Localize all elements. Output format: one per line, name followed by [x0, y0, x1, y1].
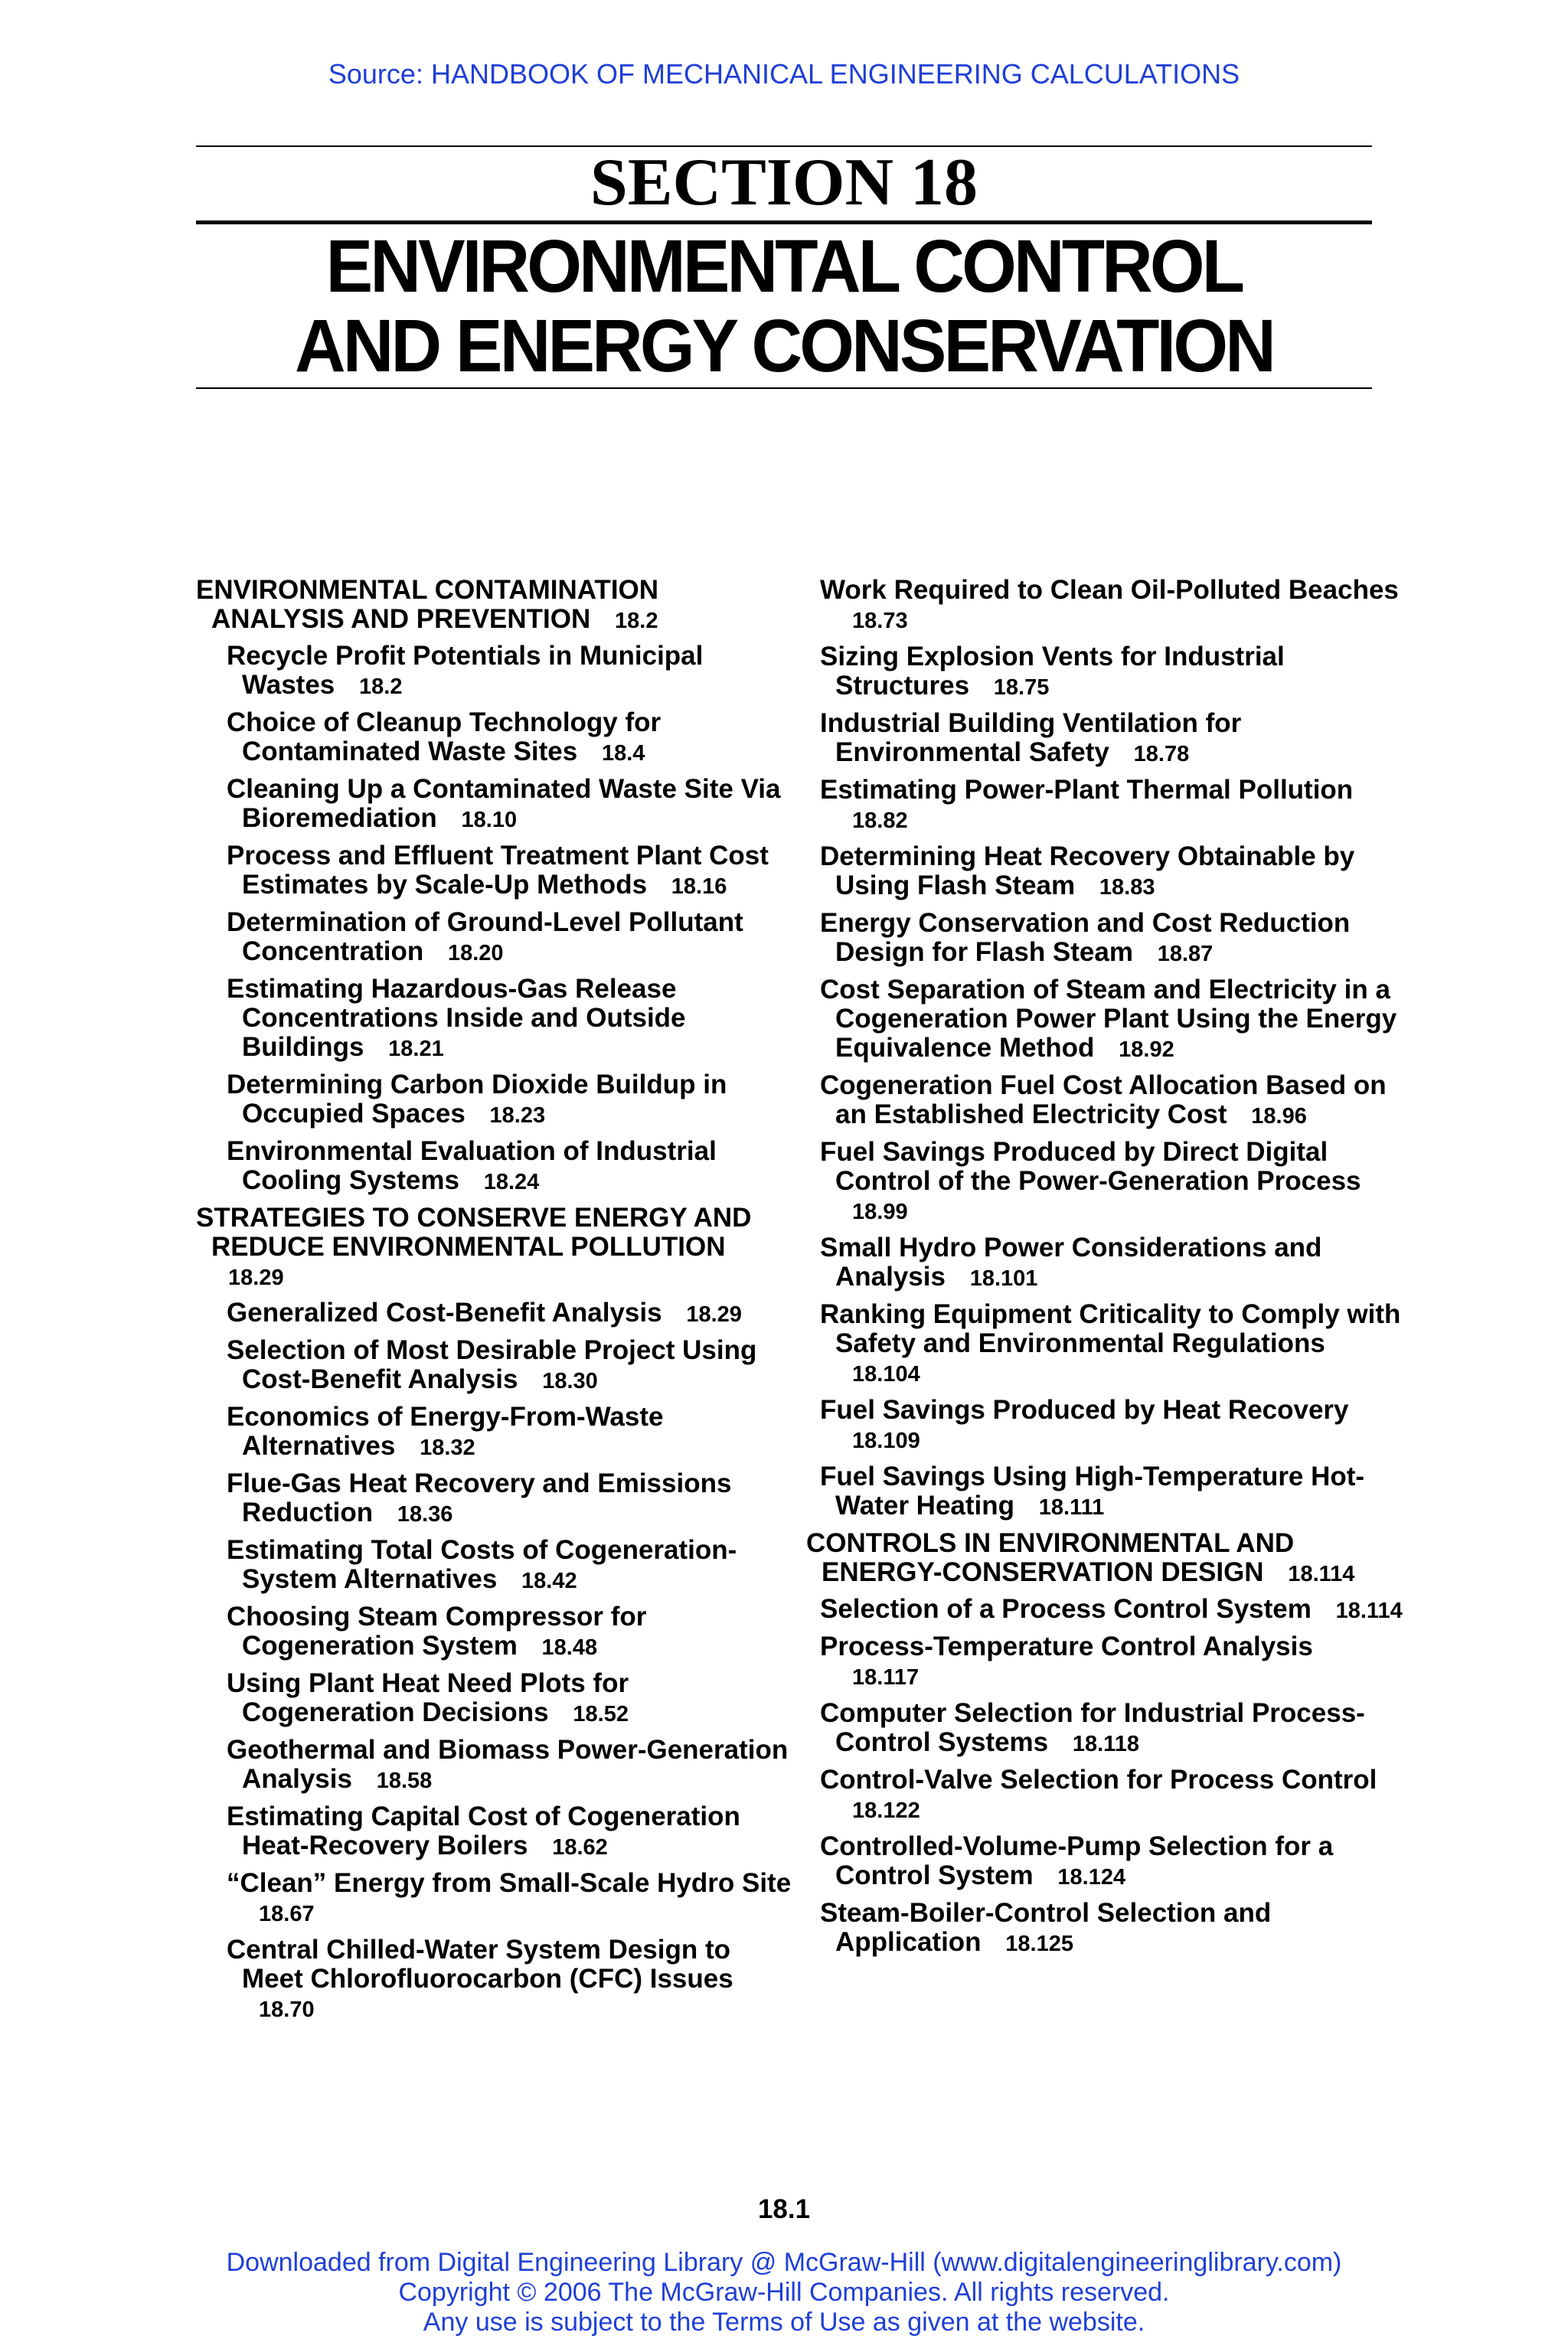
toc-entry[interactable]: [196, 975, 793, 1063]
toc-page-number: 18.16: [671, 874, 727, 899]
toc-entry-title: Using Plant Heat Need Plots for Cogeneration Decisions: [227, 1668, 629, 1727]
toc-page-number: 18.2: [359, 675, 403, 699]
toc-entry-title: Geothermal and Biomass Power-Generation Analysis: [227, 1735, 789, 1794]
toc-page-number: 18.48: [541, 1635, 598, 1660]
toc-entry[interactable]: [806, 1138, 1403, 1227]
toc-page-number: 18.87: [1157, 942, 1214, 966]
toc-page-number: 18.117: [852, 1665, 920, 1690]
toc-entry-title: Estimating Power-Plant Thermal Pollution: [820, 775, 1354, 805]
toc-entry[interactable]: [196, 1298, 793, 1329]
toc-entry[interactable]: [196, 841, 793, 901]
toc-page-number: 18.83: [1099, 875, 1155, 900]
toc-entry[interactable]: [806, 1462, 1403, 1522]
toc-entry[interactable]: [806, 1396, 1403, 1455]
toc-entry-title: Fuel Savings Using High-Temperature Hot-Water Heating: [820, 1462, 1365, 1521]
toc-entry[interactable]: [196, 1336, 793, 1396]
toc-entry-title: Controlled-Volume-Pump Selection for a Control System: [820, 1831, 1334, 1890]
toc-page-number: 18.96: [1251, 1104, 1307, 1129]
toc-section-heading[interactable]: [196, 576, 793, 635]
toc-entry[interactable]: [806, 1766, 1403, 1825]
toc-entry[interactable]: [196, 1602, 793, 1662]
toc-entry[interactable]: [806, 1071, 1403, 1131]
toc-entry-title: Process and Effluent Treatment Plant Cost Estimates by Scale-Up Methods: [227, 841, 769, 900]
toc-page-number: 18.62: [552, 1835, 608, 1860]
toc-entry[interactable]: [196, 1802, 793, 1862]
toc-entry-title: Sizing Explosion Vents for Industrial Structures: [820, 642, 1285, 701]
toc-page-number: 18.32: [420, 1436, 475, 1460]
toc-page-number: 18.30: [542, 1369, 598, 1393]
toc-page-number: 18.82: [852, 808, 908, 833]
toc-entry[interactable]: [806, 642, 1403, 702]
toc-entry[interactable]: [806, 1832, 1403, 1892]
toc-entry[interactable]: [806, 1699, 1403, 1759]
toc-entry-title: Economics of Energy-From-Waste Alternatives: [227, 1402, 664, 1461]
toc-entry[interactable]: [196, 708, 793, 768]
toc-page-number: 18.70: [259, 1998, 315, 2022]
toc-entry-title: Flue-Gas Heat Recovery and Emissions Reduction: [227, 1468, 732, 1527]
toc-page-number: 18.109: [852, 1429, 920, 1453]
toc-entry-title: Computer Selection for Industrial Process-Control Systems: [820, 1698, 1365, 1757]
page-number: 18.1: [757, 2194, 811, 2224]
toc-entry-title: Cost Separation of Steam and Electricity in a Cogeneration Power Plant Using the Energy Equivalence Method: [820, 975, 1397, 1063]
toc-entry[interactable]: [196, 1536, 793, 1596]
toc-entry-title: Estimating Hazardous-Gas Release Concentrations Inside and Outside Buildings: [227, 974, 686, 1062]
toc-page-number: 18.42: [521, 1569, 577, 1593]
toc-page-number: 18.114: [1335, 1599, 1403, 1623]
toc-page-number: 18.4: [601, 741, 645, 766]
toc-page-number: 18.118: [1072, 1732, 1139, 1756]
toc-page-number: 18.29: [686, 1302, 742, 1327]
toc-entry-title: Environmental Evaluation of Industrial Cooling Systems: [227, 1136, 717, 1195]
toc-entry-title: Control-Valve Selection for Process Control: [820, 1765, 1377, 1795]
toc-entry[interactable]: [196, 1869, 793, 1929]
toc-entry-title: Cleaning Up a Contaminated Waste Site Via Bioremediation: [227, 774, 781, 833]
toc-entry-title: Process-Temperature Control Analysis: [820, 1632, 1313, 1661]
toc-entry-title: Small Hydro Power Considerations and Analysis: [820, 1233, 1322, 1292]
toc-entry-title: Fuel Savings Produced by Heat Recovery: [820, 1395, 1349, 1425]
toc-page-number: 18.10: [461, 808, 518, 832]
toc-entry[interactable]: [196, 1936, 793, 2024]
toc-page-number: 18.75: [993, 675, 1050, 700]
toc-entry-title: Central Chilled-Water System Design to Meet Chlorofluorocarbon (CFC) Issues: [227, 1935, 733, 1994]
toc-page-number: 18.73: [852, 609, 908, 633]
toc-page-number: 18.20: [447, 941, 504, 965]
toc-page-number: 18.99: [852, 1200, 908, 1224]
toc-entry[interactable]: [196, 1137, 793, 1197]
toc-entry[interactable]: [196, 1403, 793, 1462]
toc-entry[interactable]: [806, 1233, 1403, 1293]
toc-entry[interactable]: [806, 576, 1403, 635]
toc-entry[interactable]: [196, 775, 793, 835]
toc-entry-title: STRATEGIES TO CONSERVE ENERGY AND REDUCE ENVIRONMENTAL POLLUTION: [196, 1203, 752, 1262]
toc-entry-title: Choosing Steam Compressor for Cogeneration System: [227, 1602, 647, 1661]
toc-entry-title: Choice of Cleanup Technology for Contaminated Waste Sites: [227, 707, 662, 766]
toc-entry-title: Steam-Boiler-Control Selection and Application: [820, 1898, 1272, 1957]
footer: [0, 2248, 1568, 2337]
toc-page-number: 18.52: [573, 1702, 629, 1726]
toc-entry-title: Cogeneration Fuel Cost Allocation Based on an Established Electricity Cost: [820, 1070, 1387, 1129]
toc-entry-title: Fuel Savings Produced by Direct Digital Control of the Power-Generation Process: [820, 1137, 1361, 1196]
toc-page-number: 18.2: [615, 609, 658, 633]
toc-entry-title: Estimating Capital Cost of Cogeneration Heat-Recovery Boilers: [227, 1802, 740, 1860]
toc-entry-title: ENVIRONMENTAL CONTAMINATION ANALYSIS AND PREVENTION: [196, 575, 659, 634]
toc-entry[interactable]: [196, 908, 793, 968]
toc-entry[interactable]: [806, 1595, 1403, 1625]
toc-entry-title: Recycle Profit Potentials in Municipal Wastes: [227, 641, 704, 700]
toc-entry[interactable]: [806, 1300, 1403, 1389]
toc-entry-title: Determining Carbon Dioxide Buildup in Occupied Spaces: [227, 1070, 727, 1129]
toc-page-number: 18.29: [228, 1266, 284, 1290]
section-title-line-1: ENVIRONMENTAL CONTROL: [325, 224, 1243, 308]
toc-entry[interactable]: [196, 1736, 793, 1795]
toc-entry[interactable]: [196, 1669, 793, 1729]
toc-page-number: 18.58: [376, 1769, 433, 1793]
toc-entry[interactable]: [806, 1899, 1403, 1958]
footer-terms-line[interactable]: Any use is subject to the Terms of Use as given at the website.: [423, 2308, 1145, 2337]
toc-entry[interactable]: [806, 909, 1403, 969]
toc-entry-title: Work Required to Clean Oil-Polluted Beaches: [820, 575, 1399, 605]
toc-page-number: 18.101: [969, 1266, 1038, 1291]
toc-entry-title: Estimating Total Costs of Cogeneration-System Alternatives: [227, 1535, 737, 1594]
toc-entry[interactable]: [196, 642, 793, 701]
toc-entry-title: Energy Conservation and Cost Reduction Design for Flash Steam: [820, 908, 1351, 967]
toc-entry[interactable]: [196, 1469, 793, 1529]
contents-left-column: [196, 576, 793, 2031]
toc-page-number: 18.111: [1038, 1495, 1105, 1520]
footer-download-line[interactable]: Downloaded from Digital Engineering Library @ McGraw-Hill (www.digitalengineeringlibrary.com): [226, 2248, 1342, 2277]
toc-entry-title: Industrial Building Ventilation for Environmental Safety: [820, 708, 1242, 767]
footer-copyright-line: Copyright © 2006 The McGraw-Hill Companies. All rights reserved.: [398, 2278, 1170, 2307]
toc-entry[interactable]: [806, 1632, 1403, 1692]
toc-entry-title: Selection of Most Desirable Project Using Cost-Benefit Analysis: [227, 1335, 757, 1394]
toc-page-number: 18.67: [259, 1902, 315, 1926]
toc-entry-title: Selection of a Process Control System: [820, 1594, 1312, 1624]
section-title: [225, 224, 1342, 387]
toc-entry-title: CONTROLS IN ENVIRONMENTAL AND ENERGY-CONSERVATION DESIGN: [806, 1528, 1295, 1587]
toc-entry[interactable]: [806, 842, 1403, 902]
bottom-rule: [196, 387, 1372, 389]
toc-entry[interactable]: [196, 1070, 793, 1130]
section-title-line-2: AND ENERGY CONSERVATION: [295, 304, 1273, 387]
toc-page-number: 18.124: [1057, 1865, 1126, 1890]
toc-entry-title: Determination of Ground-Level Pollutant Concentration: [227, 907, 743, 966]
toc-page-number: 18.122: [852, 1798, 920, 1823]
toc-entry[interactable]: [806, 709, 1403, 769]
contents-right-column: [806, 576, 1403, 1965]
section-label: SECTION 18: [590, 145, 978, 220]
toc-page-number: 18.23: [489, 1103, 546, 1128]
toc-entry[interactable]: [806, 776, 1403, 835]
toc-page-number: 18.92: [1119, 1037, 1174, 1062]
toc-page-number: 18.21: [388, 1037, 444, 1061]
toc-page-number: 18.114: [1288, 1562, 1355, 1586]
source-line: Source: HANDBOOK OF MECHANICAL ENGINEERING CALCULATIONS: [328, 58, 1240, 90]
toc-section-heading[interactable]: [196, 1204, 793, 1292]
toc-entry-title: “Clean” Energy from Small-Scale Hydro Site: [227, 1868, 792, 1898]
toc-entry[interactable]: [806, 975, 1403, 1064]
toc-page-number: 18.24: [483, 1170, 540, 1194]
toc-entry-title: Determining Heat Recovery Obtainable by Using Flash Steam: [820, 841, 1355, 900]
toc-entry-title: Ranking Equipment Criticality to Comply with Safety and Environmental Regulations: [820, 1299, 1401, 1358]
toc-page-number: 18.125: [1005, 1932, 1073, 1956]
toc-section-heading[interactable]: [806, 1529, 1403, 1589]
toc-page-number: 18.36: [397, 1502, 453, 1527]
toc-page-number: 18.78: [1133, 742, 1190, 766]
toc-entry-title: Generalized Cost-Benefit Analysis: [227, 1298, 662, 1328]
toc-page-number: 18.104: [852, 1362, 920, 1387]
